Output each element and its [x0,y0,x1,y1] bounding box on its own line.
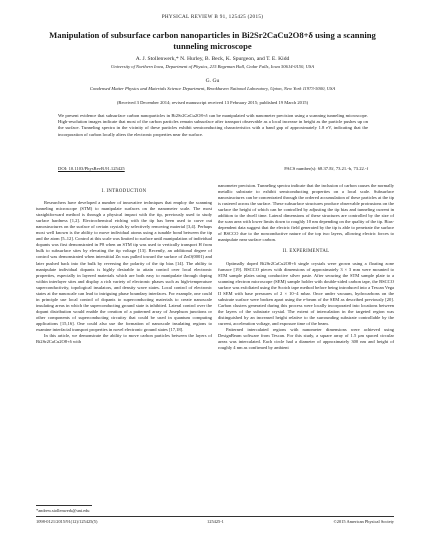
authors-primary: A. J. Stollenwerk,* N. Hurley, B. Beck, K. Spurgeon, and T. E. Kidd [135,56,290,62]
copyright: ©2015 American Physical Society [333,519,394,524]
affiliation-secondary: Condensed Matter Physics and Materials Science Department, Brookhaven National Laboratory, Upton, New York 11973-5000, USA [89,86,336,91]
corresponding-author-footnote: *andrew.stollenwerk@uni.edu [36,508,90,513]
paragraph: nanometer precision. Tunneling spectra indicate that the inclusion of carbon causes the normally metallic substrate to exhibit semiconducting properties on a local scale. Subsurface nanostructures can be concentrated through the ordered accumulation of these particles at the tip is rastered across the surface. These subsurface structures produce observable protrusions on the surface the height of which can be controlled by adjusting the tip bias and tunneling current in addition to the dwell time. Lateral dimensions of these structures are controlled by the size of the scan area with lower limits down to roughly 10 nm depending on the quality of the tip. Bias-dependent data suggest that the electric field generated by the tip is able to penetrate the surface of BSCCO due to the nonconductive nature of the top two layers, allowing electric forces to manipulate near surface carbon. [218,183,394,243]
section-heading-introduction: I. INTRODUCTION [101,189,147,194]
column-left [36,183,212,345]
column-right [218,183,394,351]
section-heading-experimental: II. EXPERIMENTAL [282,249,330,255]
issn-code: 1098-0121/2015/91(12)/125425(5) [36,519,98,524]
doi-row [58,166,368,172]
footnote-divider [36,505,92,506]
paragraph: In this article, we demonstrate the ability to move carbon particles between the layers of Bi2Sr2CaCu2O8+δ with [36,333,212,345]
doi-link[interactable]: DOI: 10.1103/PhysRevB.91.125425 [58,166,125,171]
page-number: 125425-1 [207,519,224,524]
footer-divider [36,516,394,517]
running-head: PHYSICAL REVIEW B 91, 125425 (2015) [161,14,264,20]
pacs-numbers: PACS number(s): 68.37.Ef, 73.21.-b, 73.22.-f [284,166,368,171]
received-dates: (Received 3 December 2014; revised manuscript received 13 February 2015; published 19 March 2015) [116,100,309,105]
article-title: Manipulation of subsurface carbon nanoparticles in Bi2Sr2CaCu2O8+δ using a scanning tunneling microscope [49,30,376,51]
authors-secondary: G. Gu [205,78,220,84]
abstract: We present evidence that subsurface carbon nanoparticles in Bi2Sr2CaCu2O8+δ can be manipulated with nanometer precision using a scanning tunneling microscope. High-resolution images indicate that most of the carbon particles remain subsurface after transport observable as a local increase in height as the particle pushes up on the surface. Tunneling spectra in the vicinity of these particles exhibit semiconducting characteristics with a band gap of approximately 1.8 eV, indicating that the incorporation of carbon locally alters the electronic properties near the surface. [58,113,368,137]
affiliation-primary: University of Northern Iowa, Department of Physics, 215 Begeman Hall, Cedar Falls, Iowa 50614-0150, USA [111,64,314,69]
paragraph: Optimally doped Bi2Sr2CaCu2O8+δ single crystals were grown using a floating zone furnace [19]. BSCCO pieces with dimensions of approximately 3 × 3 mm were mounted to STM sample plates using conductive silver paste. After securing the STM sample plate to a scanning electron microscope (SEM) sample holder with double-sided carbon tape, the BSCCO surface was exfoliated using the Scotch tape method before being introduced into a Tescan Vega II SEM with base pressures of 2 × 10−4 mbar. Once under vacuum, hydrocarbons on the substrate surface were broken apart using the e-beam of the SEM as described previously [20]. Carbon clusters generated during this process were locally incorporated into locations between the layers of the substrate crystal. The extent of intercalation in the targeted region was distinguished by an increased height relative to the surrounding substrate controllable by the current, acceleration voltage, and exposure time of the beam. [218,260,394,326]
paragraph: Patterned intercalated regions with nanometer dimensions were achieved using DesignBeam software from Tescan. For this study, a square array of 1.5 μm spaced circular areas was intercalated. Each circle had a diameter of approximately 300 nm and height of roughly 4 nm as confirmed by ambient [218,327,394,351]
paragraph: Researchers have developed a number of innovative techniques that employ the scanning tunneling microscope (STM) to manipulate surfaces on the nanometer scale. The most straightforward method is through a physical impact with the tip, previously used to study surface hardness [1,2]. Electrochemical etching with the tip has been used to carve out nanostructures on the surface of certain crystals by selectively removing material [3,4]. Perhaps most well known is the ability to move individual atoms using a tunable bond between the tip and the atom [5–12]. Control at this scale was limited to surface until manipulation of individual dopants was first demonstrated in P8 when an STM tip was used to vertically transport H from bulk to subsurface sites by elevating the tip voltage [13]. Recently, an additional degree of control was demonstrated when interstitial Zn was pulled toward the surface of ZnO(0001) and later pushed back into the bulk by reversing the polarity of the tip bias [14]. The ability to manipulate individual dopants is highly desirable to attain control over local electronic properties, especially in layered materials which are both easy to manipulate through doping within interlayer sites and display a rich variety of electronic phases such as high-temperature superconductivity, topological insulators, and density wave states. Local control of electronic states at the nanoscale can lead to intriguing phase boundary interfaces. For example, one could in principle use local control of dopants to superconducting materials to create nanoscale insulating areas in which the superconducting ground state is inhibited. Lateral control over the dopant distribution would enable the creation of a patterned array of Josephson junctions or other components of superconducting circuitry that could be used in quantum computing applications [15,16]. One could also use the formation of nanoscale insulating regions to examine interfacial transport properties in novel electronic ground states [17,18]. [36,200,212,333]
page-footer [36,519,394,524]
